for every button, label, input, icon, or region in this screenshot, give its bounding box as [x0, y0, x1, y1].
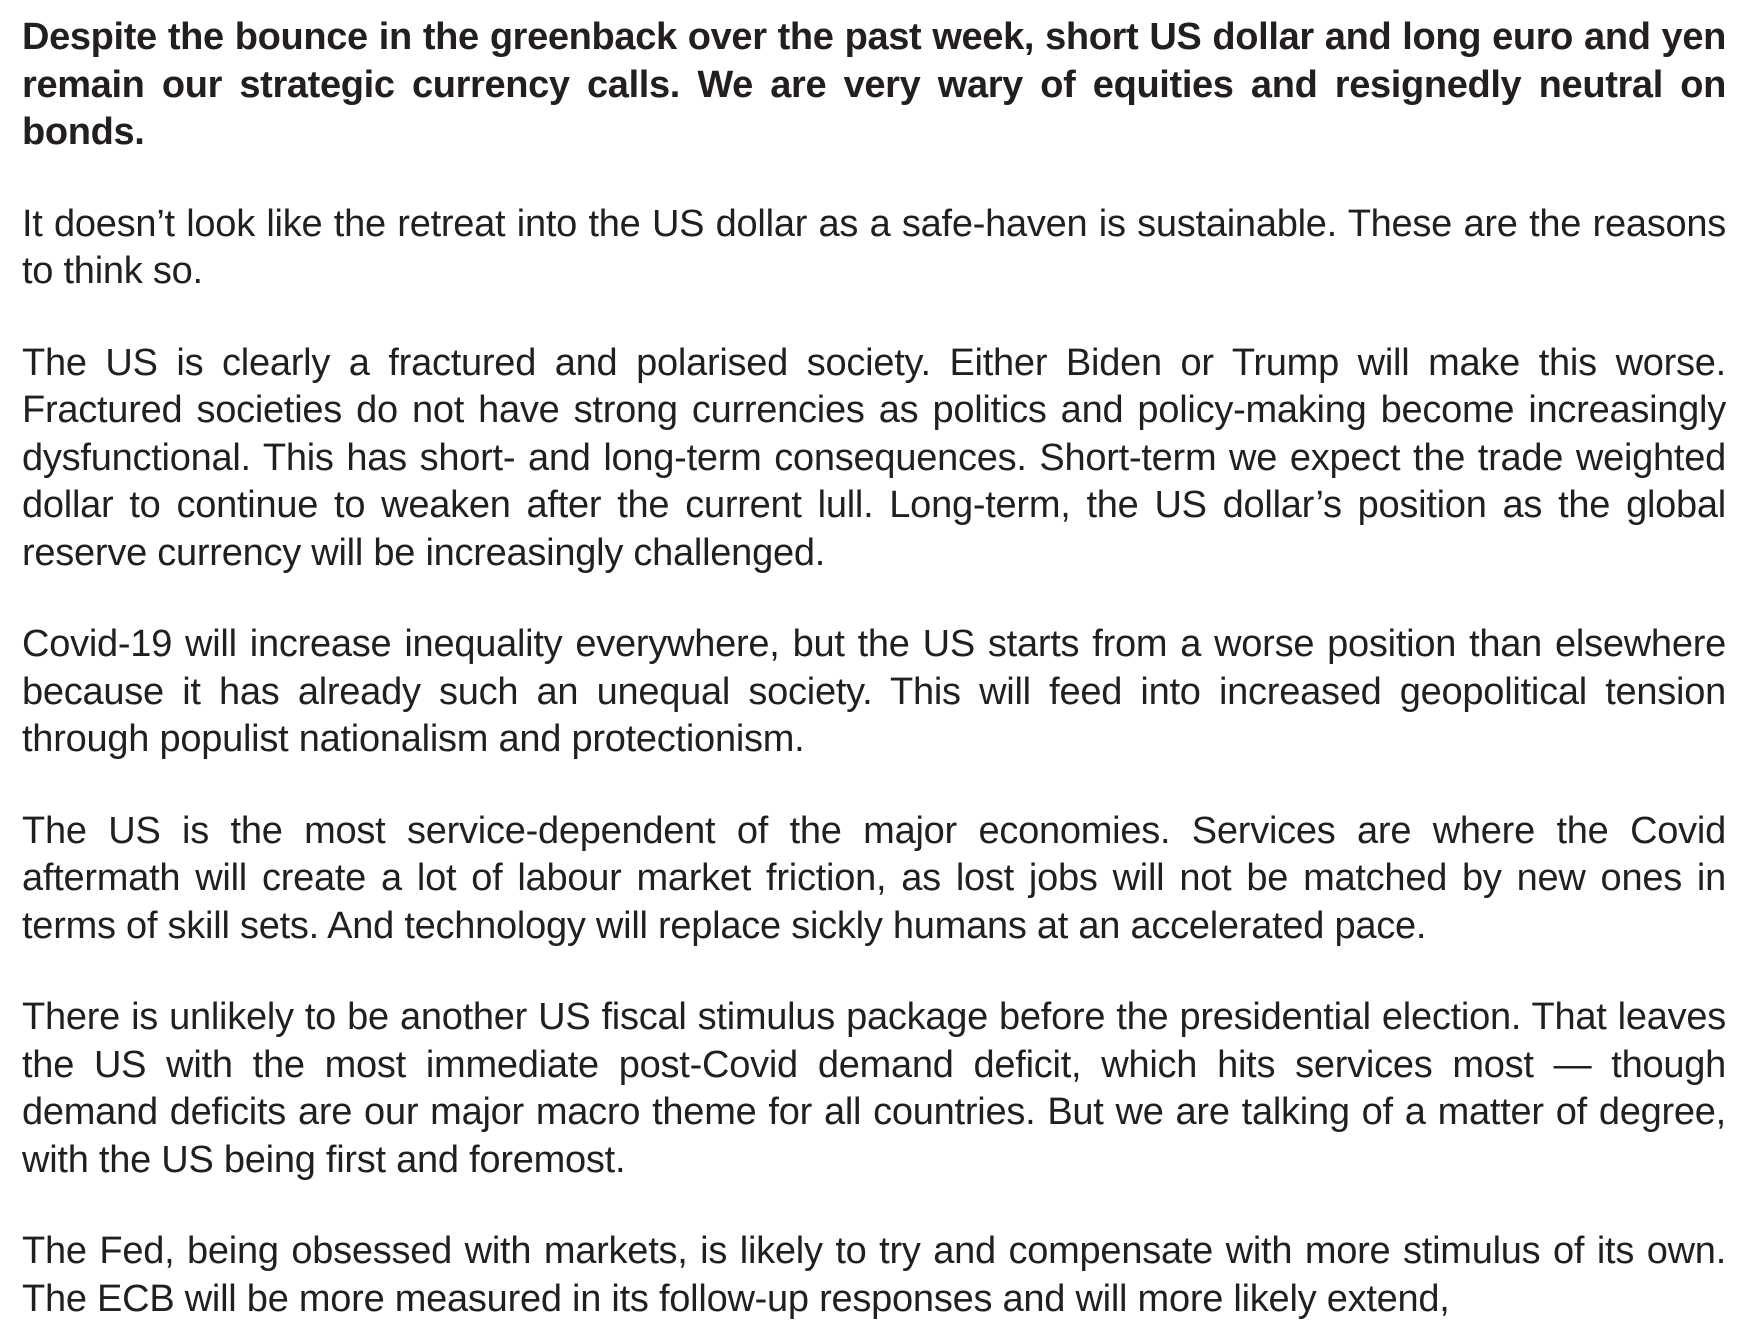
- lead-paragraph: Despite the bounce in the greenback over the past week, short US dollar and long euro and yen remain our strategic currency calls. We are very wary of equities and resignedly neutral on bonds.: [22, 16, 1726, 153]
- paragraph-services: The US is the most service-dependent of the major economies. Services are where the Covid aftermath will create a lot of labour market friction, as lost jobs will not be matched by new ones in terms of skill sets. And technology will replace sickly humans at an accelerated pace.: [22, 809, 1726, 947]
- document-page: [22, 14, 1726, 1323]
- paragraph-safe-haven: It doesn’t look like the retreat into the US dollar as a safe-haven is sustainable. These are the reasons to think so.: [22, 202, 1726, 292]
- paragraph-fed-ecb: The Fed, being obsessed with markets, is likely to try and compensate with more stimulus of its own. The ECB will be more measured in its follow-up responses and will more likely extend,: [22, 1230, 1726, 1320]
- paragraph-fiscal-stimulus: There is unlikely to be another US fiscal stimulus package before the presidential election. That leaves the US with the most immediate post-Covid demand deficit, which hits services most — though demand deficits are our major macro theme for all countries. But we are talking of a matter of degree, with the US being first and foremost.: [22, 996, 1726, 1181]
- paragraph-inequality: Covid-19 will increase inequality everywhere, but the US starts from a worse position than elsewhere because it has already such an unequal society. This will feed into increased geopolitical tension through populist nationalism and protectionism.: [22, 623, 1726, 760]
- paragraph-fractured-society: The US is clearly a fractured and polarised society. Either Biden or Trump will make this worse. Fractured societies do not have strong currencies as politics and policy-making become increasingly dysfunctional. This has short- and long-term consequences. Short-term we expect the trade weighted dollar to continue to weaken after the current lull. Long-term, the US dollar’s position as the global reserve currency will be increasingly challenged.: [22, 341, 1726, 574]
